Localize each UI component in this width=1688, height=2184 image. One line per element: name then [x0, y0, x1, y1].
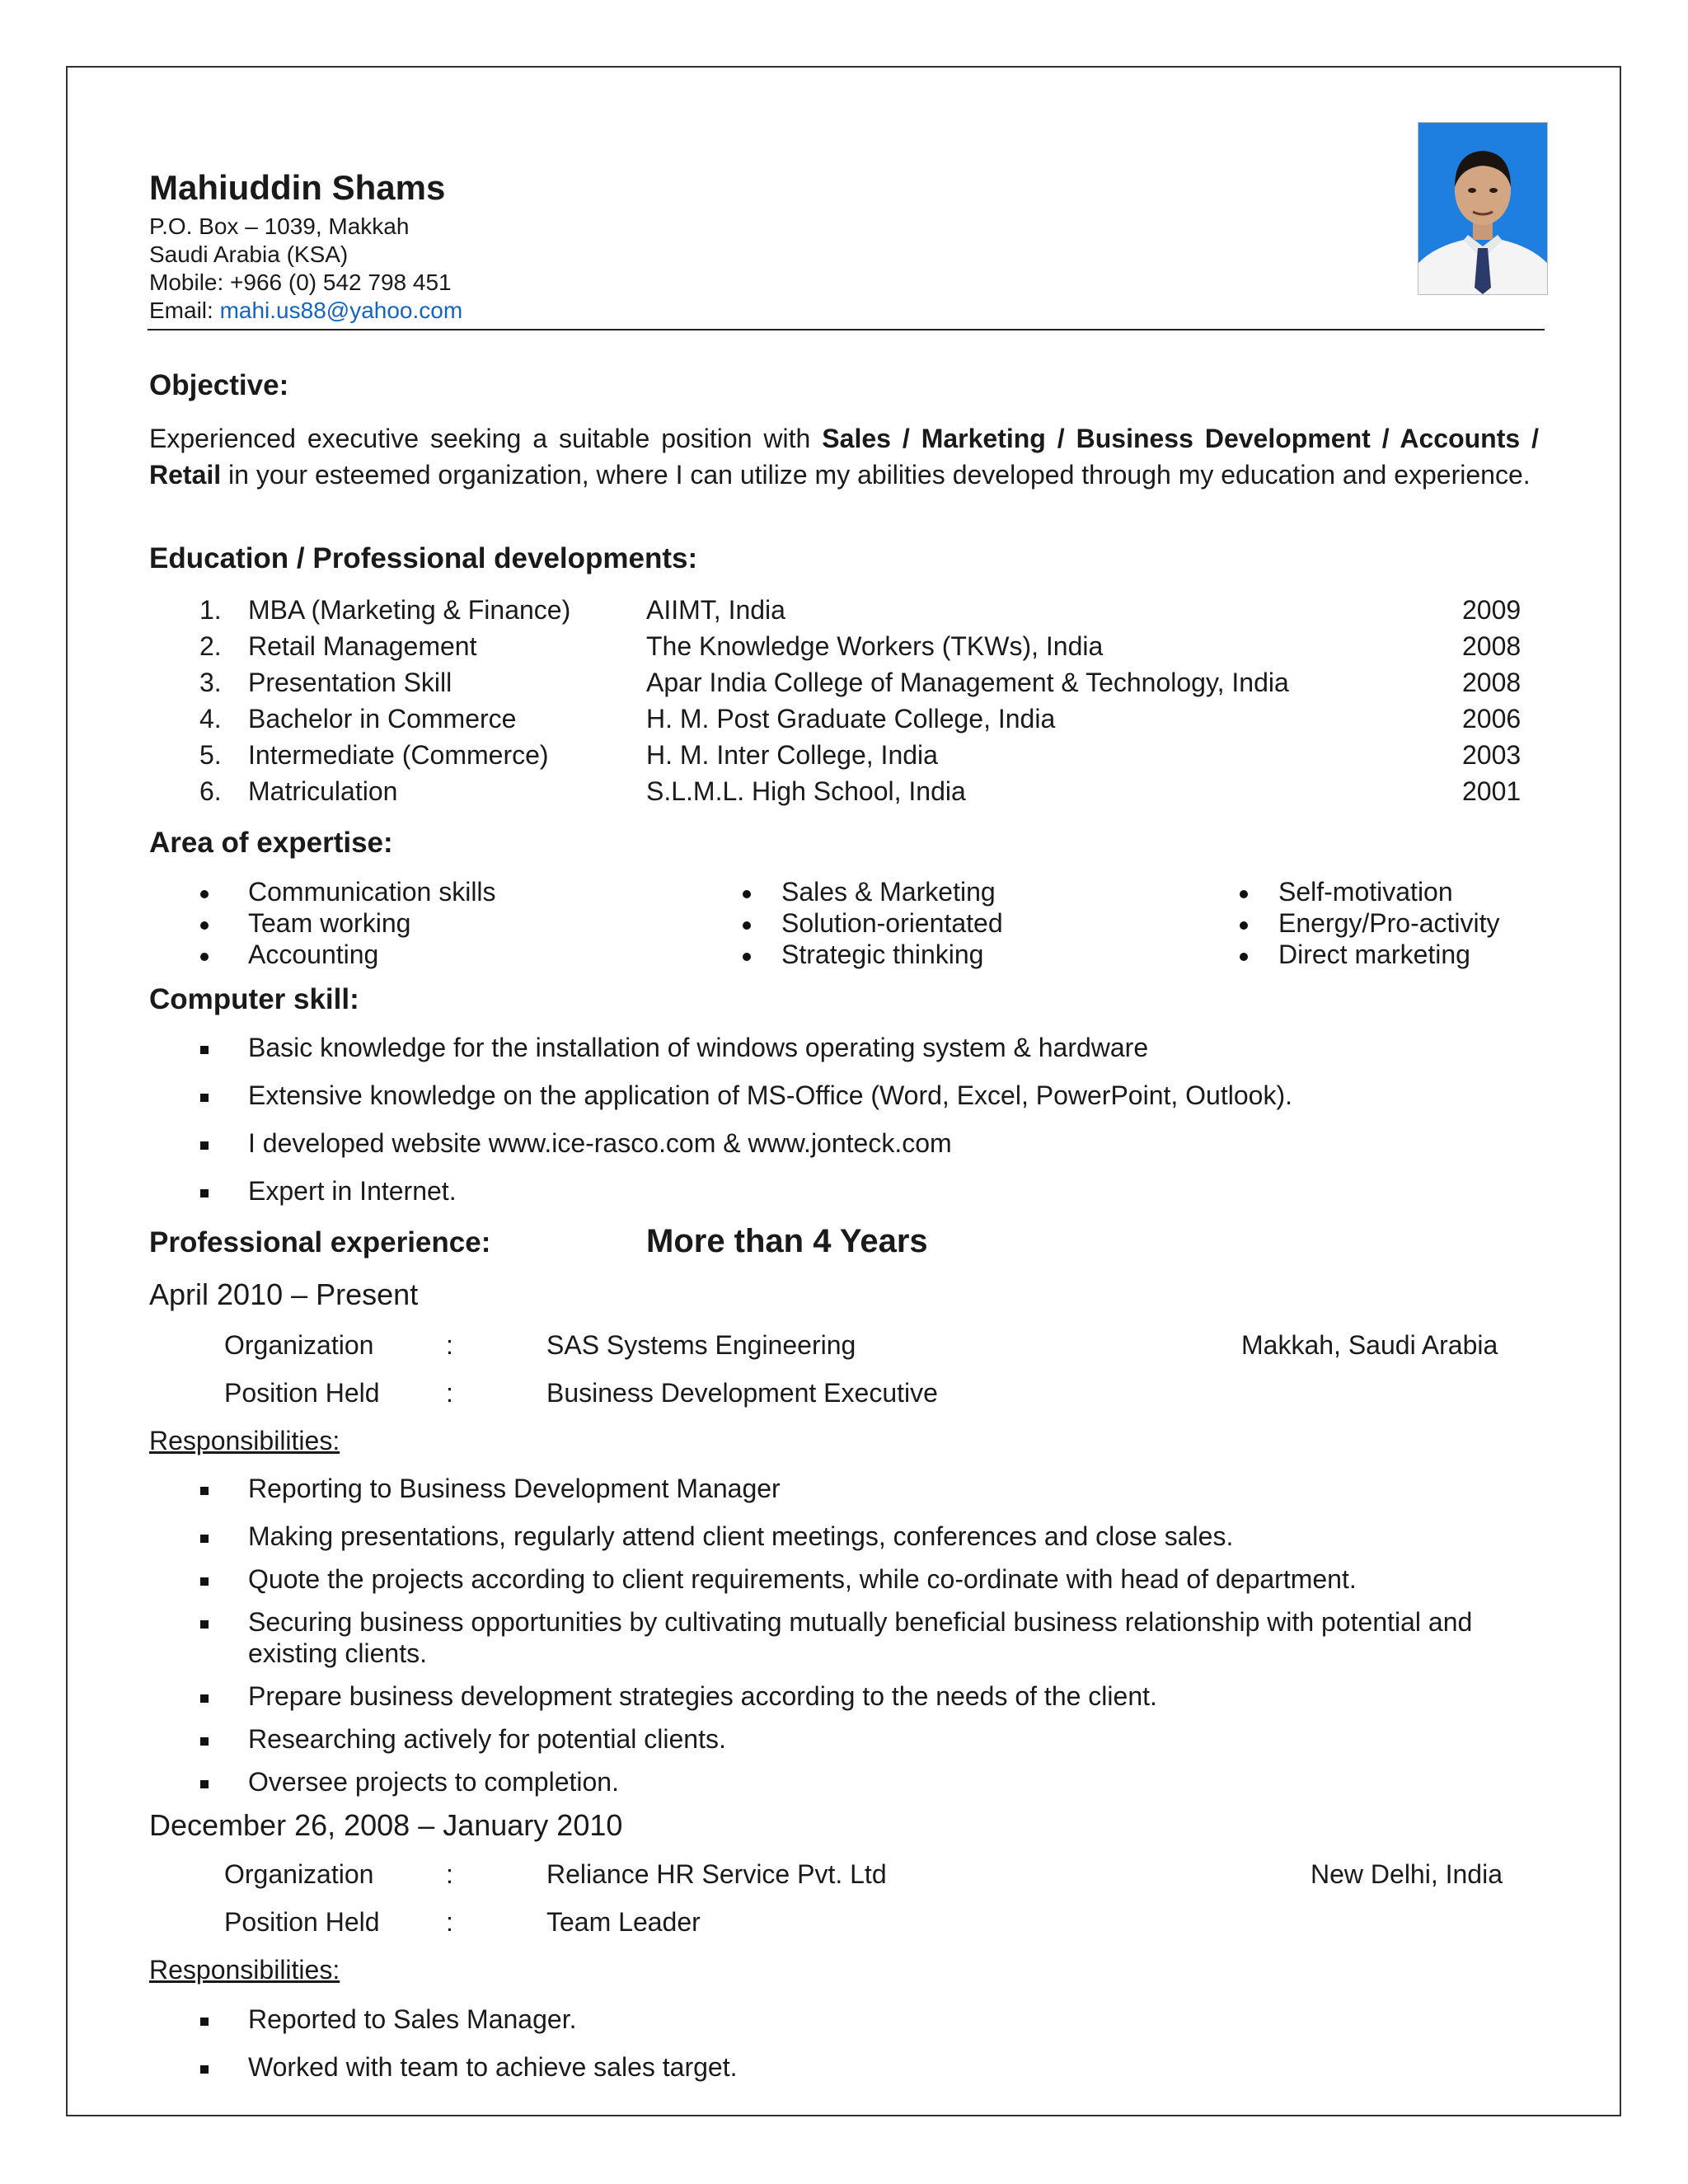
bullet-dot [743, 953, 751, 961]
responsibility-item: Securing business opportunities by cultivating mutually beneficial business relationship with potential and [248, 1607, 1473, 1637]
position-label: Position Held [224, 1378, 380, 1408]
address-line-1: P.O. Box – 1039, Makkah [149, 213, 410, 239]
candidate-name: Mahiuddin Shams [149, 168, 446, 207]
bullet-dot [200, 921, 209, 930]
objective-text-start: Experienced executive seeking a suitable position with [149, 424, 823, 453]
profile-photo [1418, 122, 1548, 295]
objective-text [149, 420, 1539, 493]
computer-skill-item: Expert in Internet. [248, 1176, 457, 1206]
education-year: 2008 [1462, 668, 1522, 697]
responsibilities-heading: Responsibilities: [149, 1426, 340, 1455]
bullet-dot [1240, 921, 1248, 930]
bullet-square [200, 1780, 209, 1788]
email-line [149, 297, 462, 325]
bullet-square [200, 1141, 209, 1150]
profile-photo-image [1418, 123, 1547, 294]
experience-summary: More than 4 Years [646, 1223, 928, 1259]
education-year: 2006 [1462, 704, 1522, 733]
responsibility-item: Oversee projects to completion. [248, 1767, 619, 1797]
computer-skill-item: I developed website www.ice-rasco.com & www.jonteck.com [248, 1128, 952, 1158]
organization-name: Reliance HR Service Pvt. Ltd [546, 1859, 887, 1889]
position-colon: : [446, 1378, 453, 1408]
bullet-square [200, 1577, 209, 1586]
education-year: 2009 [1462, 595, 1522, 625]
education-num: 3. [199, 668, 222, 697]
objective-text-end: in your esteemed organization, where I can utilize my abilities developed through my education and experience. [221, 460, 1531, 490]
org-colon: : [446, 1859, 453, 1889]
education-course: Bachelor in Commerce [248, 704, 517, 733]
education-course: Retail Management [248, 631, 477, 661]
education-num: 5. [199, 740, 222, 770]
header-divider [148, 329, 1545, 330]
bullet-square [200, 1046, 209, 1054]
bullet-square [200, 1535, 209, 1543]
responsibilities-heading: Responsibilities: [149, 1955, 340, 1985]
expertise-item: Communication skills [248, 877, 496, 907]
position-held: Business Development Executive [546, 1378, 938, 1408]
responsibility-item: Making presentations, regularly attend client meetings, conferences and close sales. [248, 1521, 1234, 1551]
job-location: New Delhi, India [1311, 1859, 1503, 1889]
computer-skill-heading: Computer skill: [149, 983, 359, 1015]
education-course: Matriculation [248, 776, 398, 806]
expertise-item: Team working [248, 908, 411, 938]
education-institute: AIIMT, India [646, 595, 785, 625]
position-colon: : [446, 1907, 453, 1937]
responsibility-item: Reporting to Business Development Manager [248, 1474, 781, 1503]
education-heading: Education / Professional developments: [149, 542, 698, 574]
position-held: Team Leader [546, 1907, 701, 1937]
address-line-2: Saudi Arabia (KSA) [149, 241, 349, 267]
computer-skill-item: Extensive knowledge on the application of MS-Office (Word, Excel, PowerPoint, Outlook). [248, 1080, 1292, 1110]
responsibility-item: Worked with team to achieve sales target. [248, 2052, 738, 2082]
education-year: 2008 [1462, 631, 1522, 661]
responsibility-item: Quote the projects according to client requirements, while co-ordinate with head of department. [248, 1564, 1357, 1594]
objective-heading: Objective: [149, 369, 289, 401]
bullet-dot [1240, 890, 1248, 898]
bullet-square [200, 1737, 209, 1746]
mobile-number: Mobile: +966 (0) 542 798 451 [149, 269, 452, 295]
organization-name: SAS Systems Engineering [546, 1330, 856, 1360]
education-course: Presentation Skill [248, 668, 452, 697]
bullet-dot [743, 890, 751, 898]
education-institute: H. M. Inter College, India [646, 740, 938, 770]
expertise-item: Accounting [248, 940, 379, 969]
org-colon: : [446, 1330, 453, 1360]
bullet-square [200, 1189, 209, 1197]
education-num: 1. [199, 595, 222, 625]
bullet-dot [1240, 953, 1248, 961]
expertise-heading: Area of expertise: [149, 827, 393, 859]
education-course: MBA (Marketing & Finance) [248, 595, 571, 625]
job-period: April 2010 – Present [149, 1277, 419, 1311]
responsibility-item: Reported to Sales Manager. [248, 2004, 577, 2034]
expertise-item: Solution-orientated [781, 908, 1003, 938]
bullet-square [200, 1094, 209, 1102]
education-institute: The Knowledge Workers (TKWs), India [646, 631, 1104, 661]
education-institute: Apar India College of Management & Technology, India [646, 668, 1289, 697]
education-institute: S.L.M.L. High School, India [646, 776, 966, 806]
bullet-dot [743, 921, 751, 930]
expertise-item: Strategic thinking [781, 940, 984, 969]
bullet-square [200, 1694, 209, 1703]
objective-target-roles: Sales / Marketing / Business Development / Accounts / Retail [149, 424, 1540, 490]
education-year: 2003 [1462, 740, 1522, 770]
bullet-square [200, 2018, 209, 2026]
responsibility-item: Researching actively for potential clients. [248, 1724, 726, 1754]
email-label: Email: [149, 298, 220, 323]
bullet-square [200, 2065, 209, 2074]
education-num: 2. [199, 631, 222, 661]
education-num: 4. [199, 704, 222, 733]
bullet-square [200, 1487, 209, 1495]
expertise-item: Sales & Marketing [781, 877, 996, 907]
email-link[interactable]: mahi.us88@yahoo.com [219, 298, 463, 323]
computer-skill-item: Basic knowledge for the installation of windows operating system & hardware [248, 1033, 1149, 1062]
education-num: 6. [199, 776, 222, 806]
responsibility-item: existing clients. [248, 1638, 427, 1668]
bullet-square [200, 1620, 209, 1629]
education-year: 2001 [1462, 776, 1522, 806]
expertise-item: Direct marketing [1278, 940, 1470, 969]
experience-heading: Professional experience: [149, 1226, 491, 1258]
bullet-dot [200, 890, 209, 898]
job-location: Makkah, Saudi Arabia [1241, 1330, 1498, 1360]
position-label: Position Held [224, 1907, 380, 1937]
expertise-item: Energy/Pro-activity [1278, 908, 1500, 938]
education-institute: H. M. Post Graduate College, India [646, 704, 1056, 733]
job-period: December 26, 2008 – January 2010 [149, 1808, 623, 1842]
education-course: Intermediate (Commerce) [248, 740, 549, 770]
bullet-dot [200, 953, 209, 961]
org-label: Organization [224, 1330, 374, 1360]
responsibility-item: Prepare business development strategies according to the needs of the client. [248, 1681, 1157, 1711]
expertise-item: Self-motivation [1278, 877, 1453, 907]
org-label: Organization [224, 1859, 374, 1889]
